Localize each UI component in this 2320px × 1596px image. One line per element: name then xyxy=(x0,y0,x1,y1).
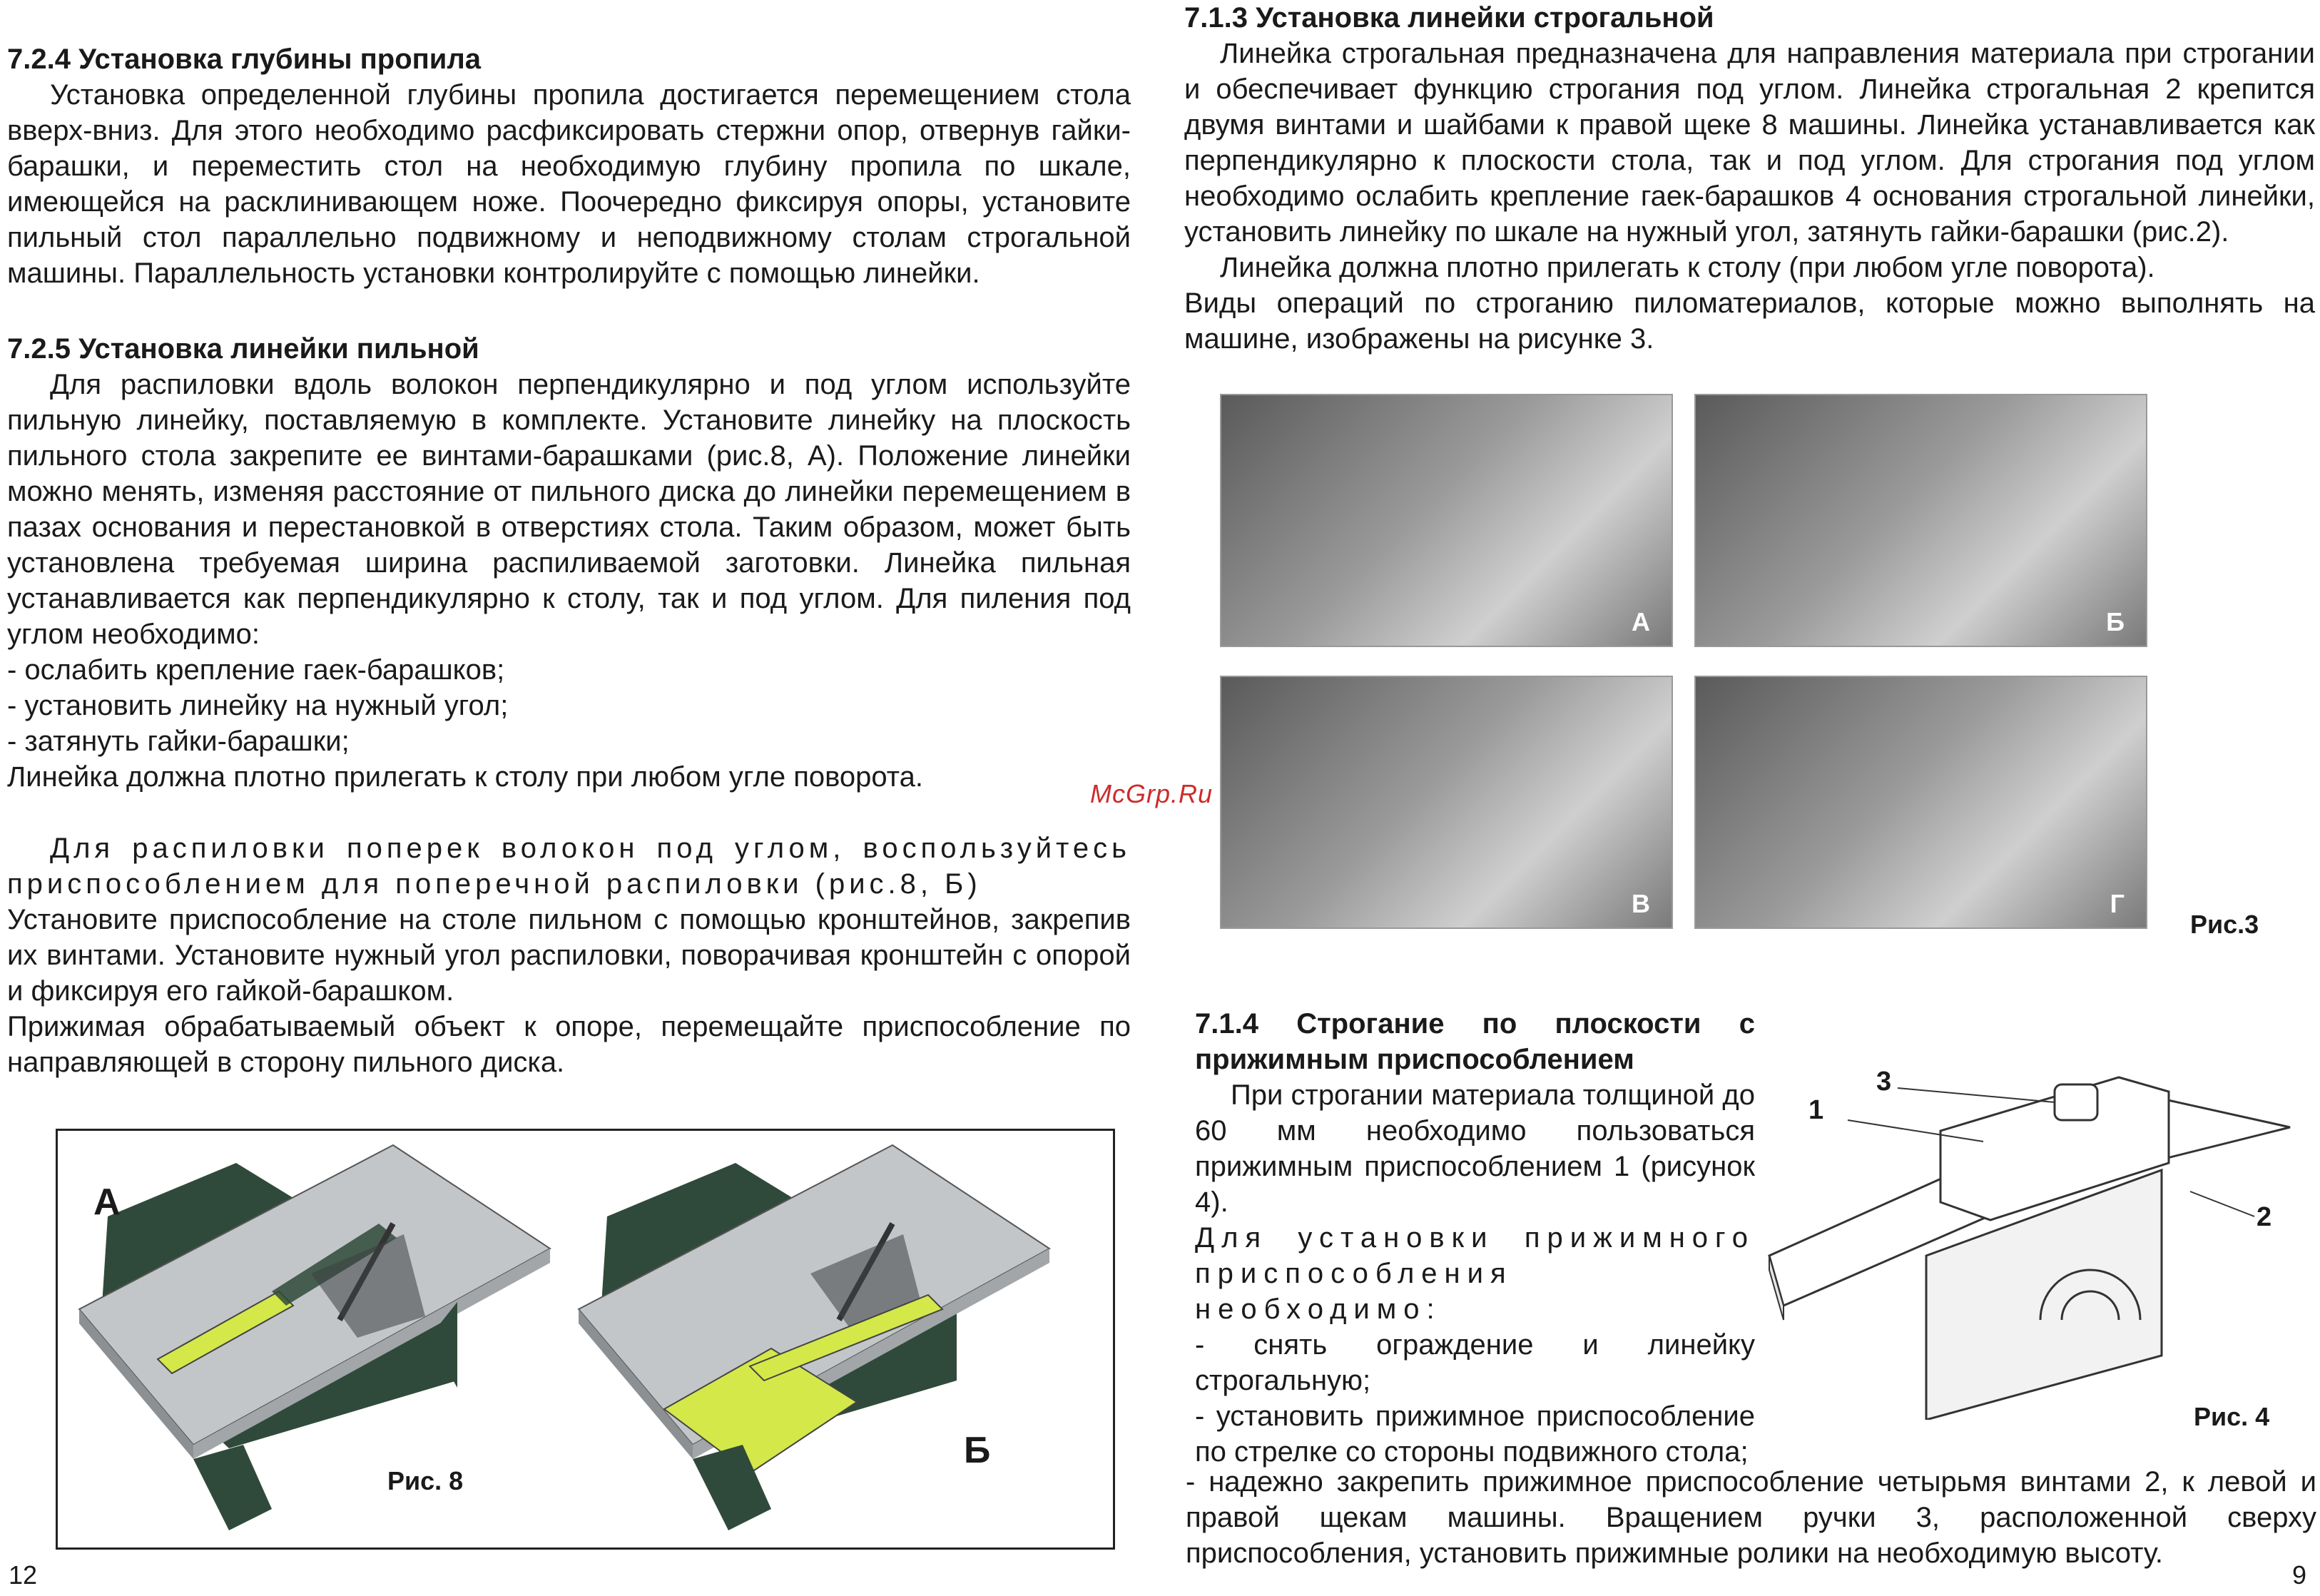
section-713-operations: Виды операций по строганию пиломатериалов, которые можно выполнять на машине, изображены на рисунке 3. xyxy=(1184,288,2315,355)
crosscut-paragraph: Прижимая обрабатываемый объект к опоре, перемещайте приспособление по направляющей в сторону пильного диска. xyxy=(7,1011,1131,1078)
photo-c-label: В xyxy=(1632,889,1650,918)
section-725-item: - ослабить крепление гаек-барашков; xyxy=(7,654,505,686)
photo-a xyxy=(1220,394,1673,647)
figure-4-callout-3: 3 xyxy=(1876,1067,1892,1097)
right-page xyxy=(1184,0,2315,357)
crosscut-paragraph: Установите приспособление на столе пильном с помощью кронштейнов, закрепив их винтами. Установите нужный угол распиловки, поворачивая кронштейн с опорой и фиксируя его гайкой-барашком. xyxy=(7,904,1131,1007)
figure-4-callout-1: 1 xyxy=(1808,1095,1824,1125)
section-713-title: 7.1.3 Установка линейки строгальной xyxy=(1184,2,1714,34)
section-714-item: - надежно закрепить прижимное приспособление четырьмя винтами 2, к левой и правой щекам машины. Вращением ручки 3, расположенной сверху приспособления, установить прижимные ролики на необходимую высоту. xyxy=(1186,1466,2316,1569)
figure-8 xyxy=(56,1129,1115,1550)
machine-a-illustration xyxy=(79,1145,550,1530)
section-724-body: Установка определенной глубины пропила достигается перемещением стола вверх-вниз. Для этого необходимо расфиксировать стержни опор, отвернув гайки-барашки, и переместить стол на необходимую глубину пропила по шкале, имеющейся на расклинивающем ноже. Поочередно фиксируя опоры, установите пильный стол параллельно подвижному и неподвижному столам строгальной машины. Параллельность установки контролируйте с помощью линейки. xyxy=(7,79,1131,289)
section-714-body: При строгании материала толщиной до 60 мм необходимо пользоваться прижимным приспособлением 1 (рисунок 4). xyxy=(1195,1079,1755,1218)
figure-8-caption: Рис. 8 xyxy=(387,1466,464,1495)
figure-8-label-b: Б xyxy=(964,1430,991,1471)
figure-8-label-a: А xyxy=(93,1181,121,1223)
section-714 xyxy=(1195,1006,1755,1470)
section-714-need: Для установки прижимного приспособления необходимо: xyxy=(1195,1222,1755,1325)
machine-b-illustration xyxy=(579,1145,1049,1530)
section-714-item: - снять ограждение и линейку строгальную; xyxy=(1195,1329,1755,1396)
section-724-title: 7.2.4 Установка глубины пропила xyxy=(7,44,482,75)
section-725-title: 7.2.5 Установка линейки пильной xyxy=(7,333,479,365)
section-725-note: Линейка должна плотно прилегать к столу при любом угле поворота. xyxy=(7,761,924,793)
page-number-left: 12 xyxy=(9,1560,38,1590)
figure-4-drawing xyxy=(1762,1020,2319,1420)
photo-c xyxy=(1220,676,1673,929)
watermark: McGrp.Ru xyxy=(1090,779,1214,808)
photo-d xyxy=(1694,676,2147,929)
section-725-item: - затянуть гайки-барашки; xyxy=(7,726,350,757)
figure-8-drawing xyxy=(58,1131,1115,1550)
section-714-title: 7.1.4 Строгание по плоскости с прижимным приспособлением xyxy=(1195,1008,1755,1075)
photo-d-label: Г xyxy=(2110,889,2125,918)
photo-b-label: Б xyxy=(2106,607,2125,636)
figure-4-caption: Рис. 4 xyxy=(2194,1402,2270,1431)
photo-b xyxy=(1694,394,2147,647)
section-713-body: Линейка строгальная предназначена для направления материала при строгании и обеспечивает функцию строгания под углом. Линейка строгальная 2 крепится двумя винтами и шайбами к правой щеке 8 машины. Линейка устанавливается как перпендикулярно к плоскости стола, так и под углом. Для строгания под углом необходимо ослабить крепление гаек-барашков 4 основания строгальной линейки, установить линейку по шкале на нужный угол, затянуть гайки-барашки (рис.2). xyxy=(1184,38,2315,248)
figure-4-callout-2: 2 xyxy=(2257,1202,2272,1232)
photo-a-label: А xyxy=(1632,607,1650,636)
section-725-body: Для распиловки вдоль волокон перпендикулярно и под углом используйте пильную линейку, поставляемую в комплекте. Установите линейку на плоскость пильного стола закрепите ее винтами-барашками (рис.8, А). Положение линейки можно менять, изменяя расстояние от пильного диска до линейки перемещением в пазах основания и перестановкой в отверстиях стола. Таким образом, может быть установлена требуемая ширина распиливаемой заготовки. Линейка пильная устанавливается как перпендикулярно к столу, так и под углом. Для пиления под углом необходимо: xyxy=(7,369,1131,650)
figure-3-caption: Рис.3 xyxy=(2190,910,2259,939)
section-714-item: - установить прижимное приспособление по стрелке со стороны подвижного стола; xyxy=(1195,1401,1755,1468)
section-725-item: - установить линейку на нужный угол; xyxy=(7,690,509,721)
left-page xyxy=(7,41,1131,1080)
section-713-note: Линейка должна плотно прилегать к столу (при любом угле поворота). xyxy=(1220,252,2155,283)
page-number-right: 9 xyxy=(2292,1560,2307,1590)
crosscut-paragraph: Для распиловки поперек волокон под углом, воспользуйтесь приспособлением для поперечной распиловки (рис.8, Б) xyxy=(7,833,1131,900)
